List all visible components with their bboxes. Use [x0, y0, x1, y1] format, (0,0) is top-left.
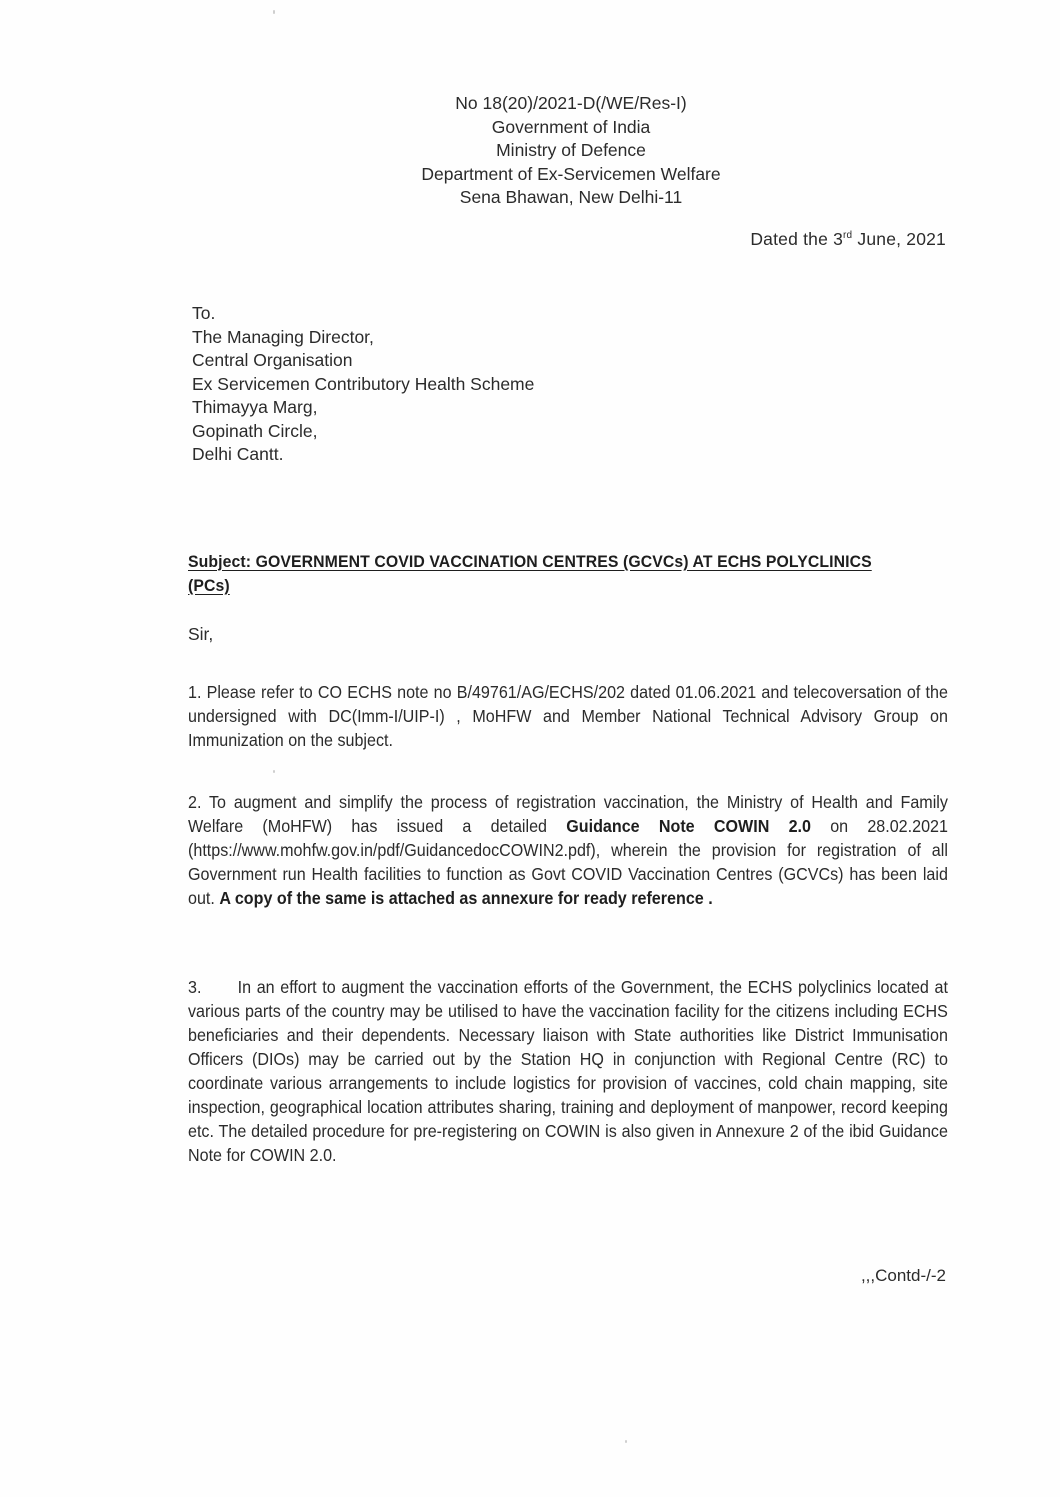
scan-speck — [273, 770, 275, 773]
government-name: Government of India — [491, 116, 651, 137]
date-prefix: Dated the 3 — [750, 229, 844, 249]
paragraph-3 — [188, 975, 948, 1167]
paragraph-2 — [188, 790, 948, 910]
office-address: Sena Bhawan, New Delhi-11 — [459, 187, 683, 207]
date-ordinal: rd — [843, 230, 853, 241]
continued-marker: ,,,Contd-/-2 — [860, 1266, 946, 1285]
scan-speck — [625, 1440, 627, 1443]
guidance-note-title: Guidance Note COWIN 2.0 — [566, 816, 811, 836]
recipient-line: Gopinath Circle, — [192, 420, 318, 441]
paragraph-1 — [188, 680, 948, 752]
salutation: Sir, — [188, 624, 214, 644]
ministry-name: Ministry of Defence — [496, 140, 646, 160]
date-rest: June, 2021 — [852, 229, 946, 249]
recipient-address — [192, 302, 534, 467]
letter-date — [750, 229, 946, 250]
subject-line: Subject: GOVERNMENT COVID VACCINATION CENTRES (GCVCs) AT ECHS POLYCLINICS (PCs) — [188, 552, 872, 595]
paragraph-2-text: 2. To augment and simplify the process of registration vaccination, the Ministry of Health and Family Welfare (MoHFW) has issued a detailed — [188, 792, 948, 836]
department-name: Department of Ex-Servicemen Welfare — [421, 163, 721, 184]
recipient-line: Central Organisation — [192, 350, 353, 370]
paragraph-3-number: 3. — [188, 977, 202, 997]
recipient-line: The Managing Director, — [192, 326, 374, 347]
recipient-line: Thimayya Marg, — [192, 397, 318, 417]
scan-speck — [273, 10, 275, 14]
letterhead — [0, 92, 1060, 210]
paragraph-2-text: on 28.02.2021 (https://www.mohfw.gov.in/pdf/GuidancedocCOWIN2.pdf), wherein the provision for registration of all Government run Health facilities to function as Govt COVID Vaccination Centres (GCVCs) has been laid out. — [188, 816, 948, 908]
reference-number: No 18(20)/2021-D(/WE/Res-I) — [455, 93, 687, 113]
annexure-note: A copy of the same is attached as annexure for ready reference . — [219, 888, 713, 908]
recipient-line: Delhi Cantt. — [192, 444, 284, 464]
paragraph-1-text: 1. Please refer to CO ECHS note no B/49761/AG/ECHS/202 dated 01.06.2021 and telecoversation of the undersigned with DC(Imm-I/UIP-I) , MoHFW and Member National Technical Advisory Group on Immunization on the subject. — [188, 682, 948, 750]
to-label: To. — [192, 303, 216, 323]
paragraph-3-text: In an effort to augment the vaccination efforts of the Government, the ECHS polyclinics located at various parts of the country may be utilised to have the vaccination facility for the citizens including ECHS beneficiaries and their dependents. Necessary liaison with State authorities like District Immunisation Officers (DIOs) may be carried out by the Station HQ in conjunction with Regional Centre (RC) to coordinate various arrangements to include logistics for provision of vaccines, cold chain mapping, site inspection, geographical location attributes sharing, training and deployment of manpower, record keeping etc. The detailed procedure for pre-registering on COWIN is also given in Annexure 2 of the ibid Guidance Note for COWIN 2.0. — [188, 977, 948, 1165]
recipient-line: Ex Servicemen Contributory Health Scheme — [192, 373, 535, 394]
